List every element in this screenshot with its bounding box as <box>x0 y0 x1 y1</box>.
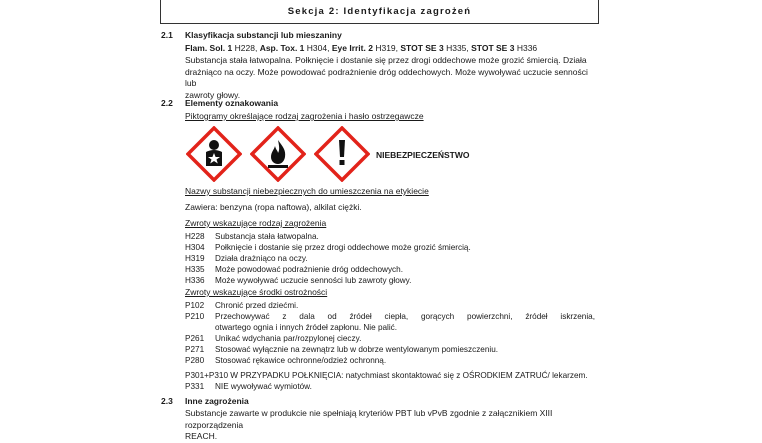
classification-line: Flam. Sol. 1 H228, Asp. Tox. 1 H304, Eye Irrit. 2 H319, STOT SE 3 H335, STOT SE 3 H336 <box>185 43 538 53</box>
list-item: P271 Stosować wyłącznie na zewnątrz lub w dobrze wentylowanym pomieszczeniu. <box>185 345 499 354</box>
p301-statement: P301+P310 W PRZYPADKU POŁKNIĘCIA: natychmiast skontaktować się z OŚRODKIEM ZATRUĆ/ lekarzem. <box>185 371 588 380</box>
list-item: H228 Substancja stała łatwopalna. <box>185 232 319 241</box>
section-2-3-title: Inne zagrożenia <box>185 396 249 406</box>
pictograms-heading: Piktogramy określające rodzaj zagrożenia i hasło ostrzegawcze <box>185 111 424 121</box>
other-hazards-text: Substancje zawarte w produkcie nie spełniają kryteriów PBT lub vPvB zgodnie z załącznikiem XIII rozporządzenia REACH. <box>185 408 553 441</box>
list-item: P210 Przechowywać z dala od źródeł ciepła, gorących powierzchni, źródeł iskrzenia, <box>185 312 595 321</box>
section-2-2-title: Elementy oznakowania <box>185 98 279 108</box>
list-item: H319 Działa drażniąco na oczy. <box>185 254 308 263</box>
contains-line: Zawiera: benzyna (ropa naftowa), alkilat ciężki. <box>185 202 362 212</box>
hazard-statements-heading: Zwroty wskazujące rodzaj zagrożenia <box>185 218 327 228</box>
section-2-2-number: 2.2 <box>161 98 173 108</box>
section-2-1-title: Klasyfikacja substancji lub mieszaniny <box>185 30 342 40</box>
list-item: otwartego ognia i innych źródeł zapłonu. Nie palić. <box>215 323 398 332</box>
list-item: P102 Chronić przed dziećmi. <box>185 301 299 310</box>
section-header <box>160 0 599 24</box>
list-item: P280 Stosować rękawice ochronne/odzież ochronną. <box>185 356 387 365</box>
section-2-1-number: 2.1 <box>161 30 173 40</box>
ghs02-flame-icon <box>250 126 306 182</box>
list-item: H336 Może wywoływać uczucie senności lub zawroty głowy. <box>185 276 412 285</box>
precautionary-statements-heading: Zwroty wskazujące środki ostrożności <box>185 287 328 297</box>
substance-names-heading: Nazwy substancji niebezpiecznych do umieszczenia na etykiecie <box>185 186 429 196</box>
ghs07-exclamation-icon <box>314 126 370 182</box>
ghs08-health-hazard-icon <box>186 126 242 182</box>
p331-statement: P331 NIE wywoływać wymiotów. <box>185 382 312 391</box>
list-item: H335 Może powodować podrażnienie dróg oddechowych. <box>185 265 403 274</box>
section-title: Sekcja 2: Identyfikacja zagrożeń <box>287 6 472 17</box>
list-item: P261 Unikać wdychania par/rozpylonej cieczy. <box>185 334 362 343</box>
list-item: H304 Połknięcie i dostanie się przez drogi oddechowe może grozić śmiercią. <box>185 243 471 252</box>
section-2-3-number: 2.3 <box>161 396 173 406</box>
signal-word: NIEBEZPIECZEŃSTWO <box>376 150 470 160</box>
classification-description: Substancja stała łatwopalna. Połknięcie i dostanie się przez drogi oddechowe może grozić śmiercią. Działa drażniąco na oczy. Może powodować podrażnienie dróg oddechowych. Może wywoływać uczucie senności lub zawroty głowy. <box>185 55 588 100</box>
